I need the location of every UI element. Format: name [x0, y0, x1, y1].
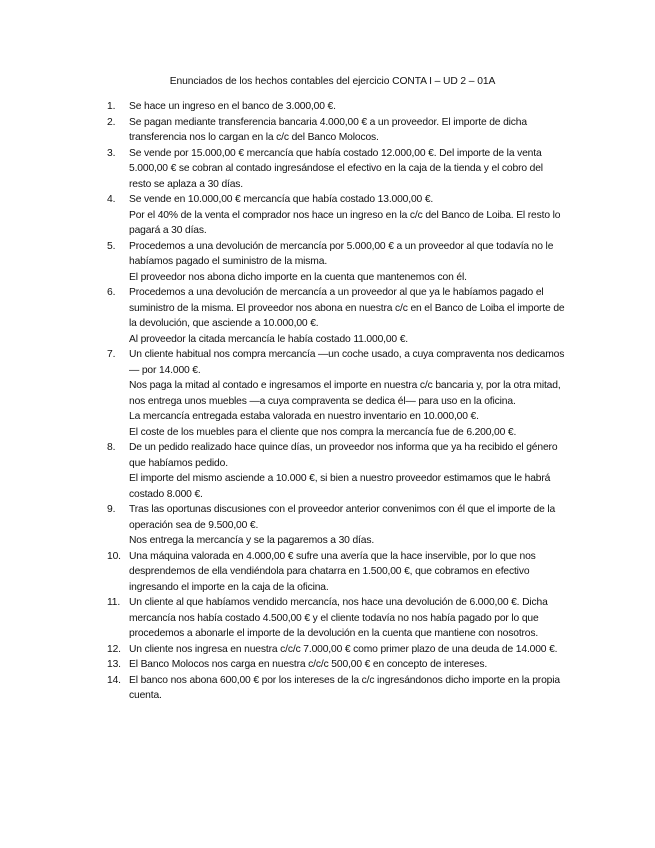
item-paragraph: Nos entrega la mercancía y se la pagaremos a 30 días. — [129, 535, 375, 546]
list-item — [107, 657, 567, 673]
item-paragraph: Se hace un ingreso en el banco de 3.000,00 €. — [129, 101, 336, 112]
item-number: 4. — [107, 194, 116, 205]
list-item — [107, 115, 567, 146]
list-item — [107, 502, 567, 549]
exercise-list — [107, 99, 567, 704]
item-paragraph: Procedemos a una devolución de mercancía por 5.000,00 € a un proveedor al que todavía no le habíamos pagado el suministro de la misma. — [129, 240, 554, 267]
item-number: 2. — [107, 116, 116, 128]
list-item — [107, 192, 567, 239]
item-paragraph: El importe del mismo asciende a 10.000 €, si bien a nuestro proveedor estimamos que le habrá costado 8.000 €. — [129, 473, 551, 500]
document-title: Enunciados de los hechos contables del ejercicio CONTA I – UD 2 – 01A — [169, 76, 496, 87]
item-paragraph: El coste de los muebles para el cliente que nos compra la mercancía fue de 6.200,00 €. — [129, 426, 517, 438]
item-paragraph: De un pedido realizado hace quince días, un proveedor nos informa que ya ha recibido el género que habíamos pedido. — [129, 442, 558, 469]
item-paragraph: Se vende por 15.000,00 € mercancía que había costado 12.000,00 €. Del importe de la venta 5.000,00 € se cobran al contado ingresándose el efectivo en la caja de la tienda y el cobro del resto se aplaza a 30 días. — [129, 147, 543, 190]
list-item — [107, 146, 567, 193]
item-number: 1. — [107, 101, 116, 112]
item-number: 14. — [107, 674, 121, 686]
list-item — [107, 642, 567, 658]
item-paragraph: Un cliente al que habíamos vendido mercancía, nos hace una devolución de 6.000,00 €. Dicha mercancía nos había costado 4.500,00 € y el cliente todavía no nos había pagado por lo que procedemos a abonarle el importe de la devolución en la cuenta que mantiene con nosotros. — [129, 597, 548, 639]
list-item — [107, 99, 567, 115]
item-paragraph: Una máquina valorada en 4.000,00 € sufre una avería que la hace inservible, por lo que nos desprendemos de ella vendiéndola para chatarra en 1.500,00 €, que cobramos en efectivo ingresando el importe en la caja de la oficina. — [129, 550, 536, 593]
list-item — [107, 673, 567, 704]
item-paragraph: El banco nos abona 600,00 € por los intereses de la c/c ingresándonos dicho importe en la propia cuenta. — [129, 674, 560, 701]
item-paragraph: La mercancía entregada estaba valorada en nuestro inventario en 10.000,00 €. — [129, 411, 479, 422]
item-number: 3. — [107, 147, 116, 159]
item-paragraph: El proveedor nos abona dicho importe en la cuenta que mantenemos con él. — [129, 271, 467, 283]
item-paragraph: Un cliente nos ingresa en nuestra c/c/c 7.000,00 € como primer plazo de una deuda de 14.000 €. — [129, 643, 558, 655]
item-number: 12. — [107, 643, 121, 655]
item-paragraph: Nos paga la mitad al contado e ingresamos el importe en nuestra c/c bancaria y, por la otra mitad, nos entrega unos muebles —a cuya compraventa se dedica él— para uso en la oficina. — [129, 380, 561, 407]
item-paragraph: Tras las oportunas discusiones con el proveedor anterior convenimos con él que el importe de la operación sea de 9.500,00 €. — [129, 504, 556, 531]
item-paragraph: Procedemos a una devolución de mercancía a un proveedor al que ya le habíamos pagado el suministro de la misma. El proveedor nos abona en nuestra c/c en el Banco de Loiba el importe de la devolución, que asciende a 10.000,00 €. — [129, 287, 565, 329]
item-number: 7. — [107, 349, 116, 360]
item-number: 8. — [107, 442, 116, 453]
item-paragraph: El Banco Molocos nos carga en nuestra c/c/c 500,00 € en concepto de intereses. — [129, 659, 488, 670]
item-number: 6. — [107, 287, 116, 298]
item-number: 13. — [107, 659, 121, 670]
item-number: 10. — [107, 550, 121, 562]
list-item — [107, 285, 567, 347]
list-item — [107, 440, 567, 502]
item-paragraph: Por el 40% de la venta el comprador nos hace un ingreso en la c/c del Banco de Loiba. El resto lo pagará a 30 días. — [129, 209, 561, 236]
item-number: 9. — [107, 504, 116, 515]
list-item — [107, 347, 567, 440]
list-item — [107, 595, 567, 642]
list-item — [107, 549, 567, 596]
item-paragraph: Se pagan mediante transferencia bancaria 4.000,00 € a un proveedor. El importe de dicha transferencia nos lo cargan en la c/c del Banco Molocos. — [129, 116, 527, 143]
item-paragraph: Un cliente habitual nos compra mercancía —un coche usado, a cuya compraventa nos dedicamos— por 14.000 €. — [129, 349, 565, 376]
item-paragraph: Al proveedor la citada mercancía le había costado 11.000,00 €. — [129, 333, 409, 345]
item-paragraph: Se vende en 10.000,00 € mercancía que había costado 13.000,00 €. — [129, 194, 434, 205]
list-item — [107, 239, 567, 286]
item-number: 5. — [107, 240, 116, 252]
item-number: 11. — [107, 597, 121, 608]
